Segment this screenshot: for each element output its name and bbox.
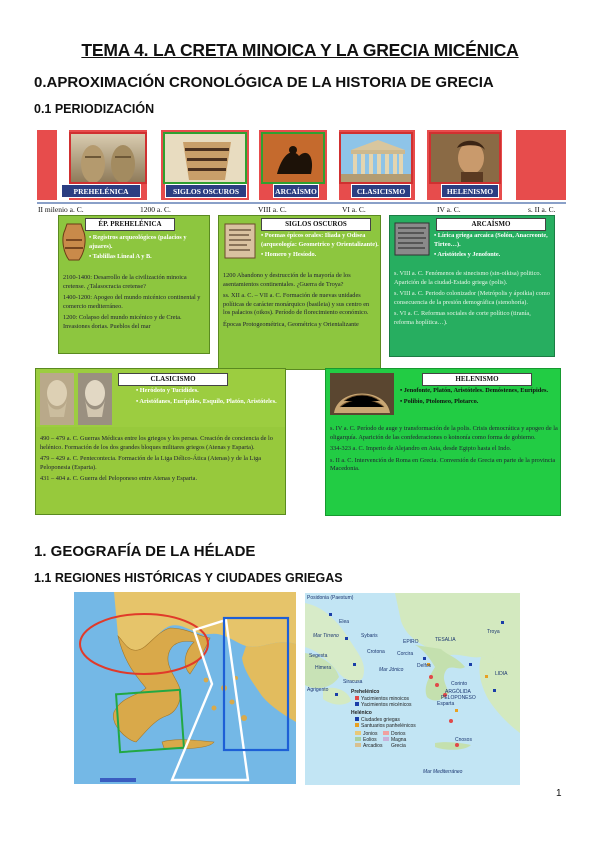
bullet-text: • Heródoto y Tucídides.	[136, 387, 199, 394]
box-prehelenica	[58, 215, 210, 354]
box-heading-arcaismo: ARCAÍSMO	[436, 218, 546, 231]
legend-city-marker-icon	[355, 717, 359, 721]
box-paragraph: 334-323 a. C. Imperio de Alejandro en Asia, desde Egipto hasta el Indo.	[330, 445, 512, 452]
legend-text: Yacimientos minoicos	[361, 696, 409, 702]
bullet-text: • Registros arqueológicos (palacios y ajuares).	[89, 234, 187, 250]
box-paragraph: s. VIII a. C. Fenómenos de sinecismo (sin-oikisa) politico. Aparición de la ciudad-Estado griega (polis).	[394, 270, 542, 286]
box-clasicismo	[35, 368, 286, 515]
map-label: LIDIA	[495, 671, 508, 677]
hellenistic-theatre-image	[330, 373, 394, 415]
box-paragraph: 1200 Abandono y destrucción de la mayoría de los asentamientos continentales. ¿Guerra de Troya?	[223, 272, 351, 288]
map-label: PELOPONESO	[441, 695, 476, 701]
legend-text: Grecia	[391, 743, 406, 749]
legend-sanctuary-marker-icon	[355, 723, 359, 727]
bullet-text: • Aristóteles y Jenofonte.	[434, 251, 501, 258]
timeline-date: II milenio a. C.	[38, 205, 84, 214]
legend-title: Prehelénico	[351, 689, 380, 695]
legend-text: Yacimientos micénicos	[361, 702, 412, 708]
box-paragraph: 490 – 479 a. C. Guerras Médicas entre los griegos y los persas. Creación de conciencia de lo helénico. Formación de los dos grandes bloques militares griegos (Atenas y Esparta).	[40, 435, 273, 451]
map-greek-regions	[74, 592, 296, 784]
timeline-date: VI a. C.	[342, 205, 366, 214]
subsection-heading-periodization: 0.1 PERIODIZACIÓN	[34, 102, 155, 116]
bullet-text: • Lírica griega arcaica (Solón, Anacreonte, Tirteo…).	[434, 232, 548, 248]
geometric-vase-image	[163, 132, 247, 184]
bullet-text: • Jenofonte, Platón, Aristóteles. Demóstenes, Eurípides.	[400, 387, 549, 394]
box-heading-prehelenica: ÉP. PREHELÉNICA	[85, 218, 175, 231]
legend-text: Eolios	[363, 737, 377, 743]
map-label: Delfos	[417, 663, 432, 669]
box-paragraph: s. II a. C. Intervención de Roma en Grecia. Conversión de Grecia en parte de la provincia Macedonia.	[330, 456, 556, 472]
box-paragraph: s. VI a. C. Reformas sociales de corte político (tiranía, reforma hoplítica…).	[394, 310, 531, 326]
box-paragraph: 2100-1400: Desarrollo de la civilización minoica cretense. ¿Talasocracia cretense?	[63, 274, 187, 290]
black-figure-vase-image	[261, 132, 325, 184]
legend-swatch-icon	[355, 743, 361, 747]
bullet-text: • Homero y Hesíodo.	[261, 251, 317, 258]
map-label: Siracusa	[343, 679, 363, 685]
bullet-text: • Poemas épicos orales: Iliada y Odisea (arqueología: Geometrico y Orientalizante).	[261, 232, 379, 248]
timeline-axis	[37, 202, 566, 204]
map-label: Mar Tirreno	[313, 633, 339, 639]
map-label: Elea	[339, 619, 350, 625]
map-label: Cnosos	[455, 737, 472, 743]
map-label: Esparta	[437, 701, 455, 707]
box-paragraph: s. IV a. C. Período de auge y transformación de la polis. Crisis democrática y apogeo de la oligarquía. Aparición de las confederaciones o koinonía como forma de gobierno.	[330, 425, 558, 441]
map-label: Segesta	[309, 653, 328, 659]
map-label: Corcira	[397, 651, 414, 657]
box-heading-helenismo: HELENISMO	[422, 373, 532, 386]
map-label: Troya	[487, 629, 500, 635]
legend-item	[355, 702, 411, 708]
legend-swatch-icon	[355, 737, 361, 741]
herodotus-bust-image	[40, 373, 112, 425]
section-heading-chronology: 0.APROXIMACIÓN CRONOLÓGICA DE LA HISTORIA DE GRECIA	[34, 74, 494, 91]
map-label: Crotona	[367, 649, 385, 655]
map-legend	[349, 689, 416, 761]
period-label-helenismo: HELENISMO	[441, 184, 499, 198]
alexander-mosaic-image	[429, 132, 501, 184]
box-siglos-oscuros	[218, 215, 381, 370]
page-number: 1	[556, 788, 562, 799]
legend-item	[355, 743, 382, 749]
legend-red-marker-icon	[355, 696, 359, 700]
box-heading-clasicismo: CLASICISMO	[118, 373, 228, 386]
bullet-text: • Tablillas Lineal A y B.	[89, 253, 152, 260]
legend-swatch-icon	[355, 731, 361, 735]
timeline-date: IV a. C.	[437, 205, 461, 214]
map-greek-cities	[305, 593, 520, 785]
legend-title: Helénico	[351, 710, 372, 716]
map-label: Corinto	[451, 681, 468, 687]
map-label: Mar Jónico	[379, 667, 404, 673]
map-label: Mar Mediterráneo	[423, 769, 463, 775]
map-label: Agrigento	[307, 687, 329, 693]
period-label-arcaismo: ARCAÍSMO	[273, 184, 319, 198]
map-label: Sybaris	[361, 633, 378, 639]
legend-text: Santuarios panhelénicos	[361, 723, 416, 729]
box-paragraph: 479 – 429 a. C. Pentecontecia. Formación de la Liga Délico-Ática (Atenas) y de la Liga Peloponesia (Esparta).	[40, 455, 262, 471]
pithos-jar-image	[69, 132, 147, 184]
legend-text: Magna	[391, 737, 407, 743]
legend-text: Dorios	[391, 731, 406, 737]
inscription-stone-icon	[394, 222, 430, 256]
period-label-prehelenica: PREHELÉNICA	[61, 184, 141, 198]
map-label: EPIRO	[403, 639, 419, 645]
bullet-text: • Polibio, Ptolomeo, Plotarco.	[400, 397, 479, 405]
box-paragraph: Épocas Protogeométrica, Geométrica y Orientalizante	[223, 320, 359, 328]
map-label: Himera	[315, 665, 332, 671]
legend-blue-marker-icon	[355, 702, 359, 706]
box-paragraph: 431 – 404 a. C. Guerra del Peloponeso entre Atenas y Esparta.	[40, 475, 198, 482]
timeline-date: VIII a. C.	[258, 205, 287, 214]
box-paragraph: 1200: Colapso del mundo micénico y de Creta. Invasiones dorias. Pueblos del mar	[63, 314, 182, 330]
timeline-date: 1200 a. C.	[140, 205, 171, 214]
box-heading-siglos-oscuros: SIGLOS OSCUROS	[261, 218, 371, 231]
bullet-text: • Aristófanes, Eurípides, Esquilo, Platón, Aristóteles.	[136, 397, 277, 405]
map-label: TESALIA	[435, 637, 456, 643]
legend-item	[355, 723, 416, 729]
box-paragraph: ss. XII a. C. – VII a. C. Formación de nuevas unidades políticas de carácter monárquico (basileia) y sus centro en los palacios (oikos). Período de florecimiento económico.	[223, 292, 370, 316]
parthenon-image	[339, 132, 413, 184]
map-label: ARGÓLIDA	[445, 689, 471, 695]
box-paragraph: s. VIII a. C. Periodo colonizador (Metrópolis y ápoikia) como consecuencia de la presión demográfica (stenohoría).	[394, 290, 550, 306]
period-label-clasicismo: CLASICISMO	[351, 184, 411, 198]
section-heading-geography: 1. GEOGRAFÍA DE LA HÉLADE	[34, 543, 256, 560]
minoan-jar-icon	[61, 220, 87, 262]
document-title: TEMA 4. LA CRETA MINOICA Y LA GRECIA MICÉNICA	[81, 40, 519, 60]
map-label: Posidonia (Paestum)	[307, 595, 354, 601]
box-helenismo	[325, 368, 561, 516]
legend-text: Arcadios	[363, 743, 383, 749]
box-arcaismo	[389, 215, 555, 357]
timeline-date: s. II a. C.	[528, 205, 556, 214]
legend-swatch-icon	[383, 731, 389, 735]
subsection-heading-regions: 1.1 REGIONES HISTÓRICAS Y CIUDADES GRIEGAS	[34, 571, 343, 585]
legend-swatch-icon	[383, 737, 389, 741]
legend-text: Jonios	[363, 731, 378, 737]
legend-text: Ciudades griegas	[361, 717, 400, 723]
period-label-siglos-oscuros: SIGLOS OSCUROS	[165, 184, 247, 198]
box-paragraph: 1400-1200: Apogeo del mundo micénico continental y comercio mediterráneo.	[63, 294, 201, 310]
clay-tablet-icon	[223, 222, 257, 260]
timeline-banner	[37, 130, 566, 200]
